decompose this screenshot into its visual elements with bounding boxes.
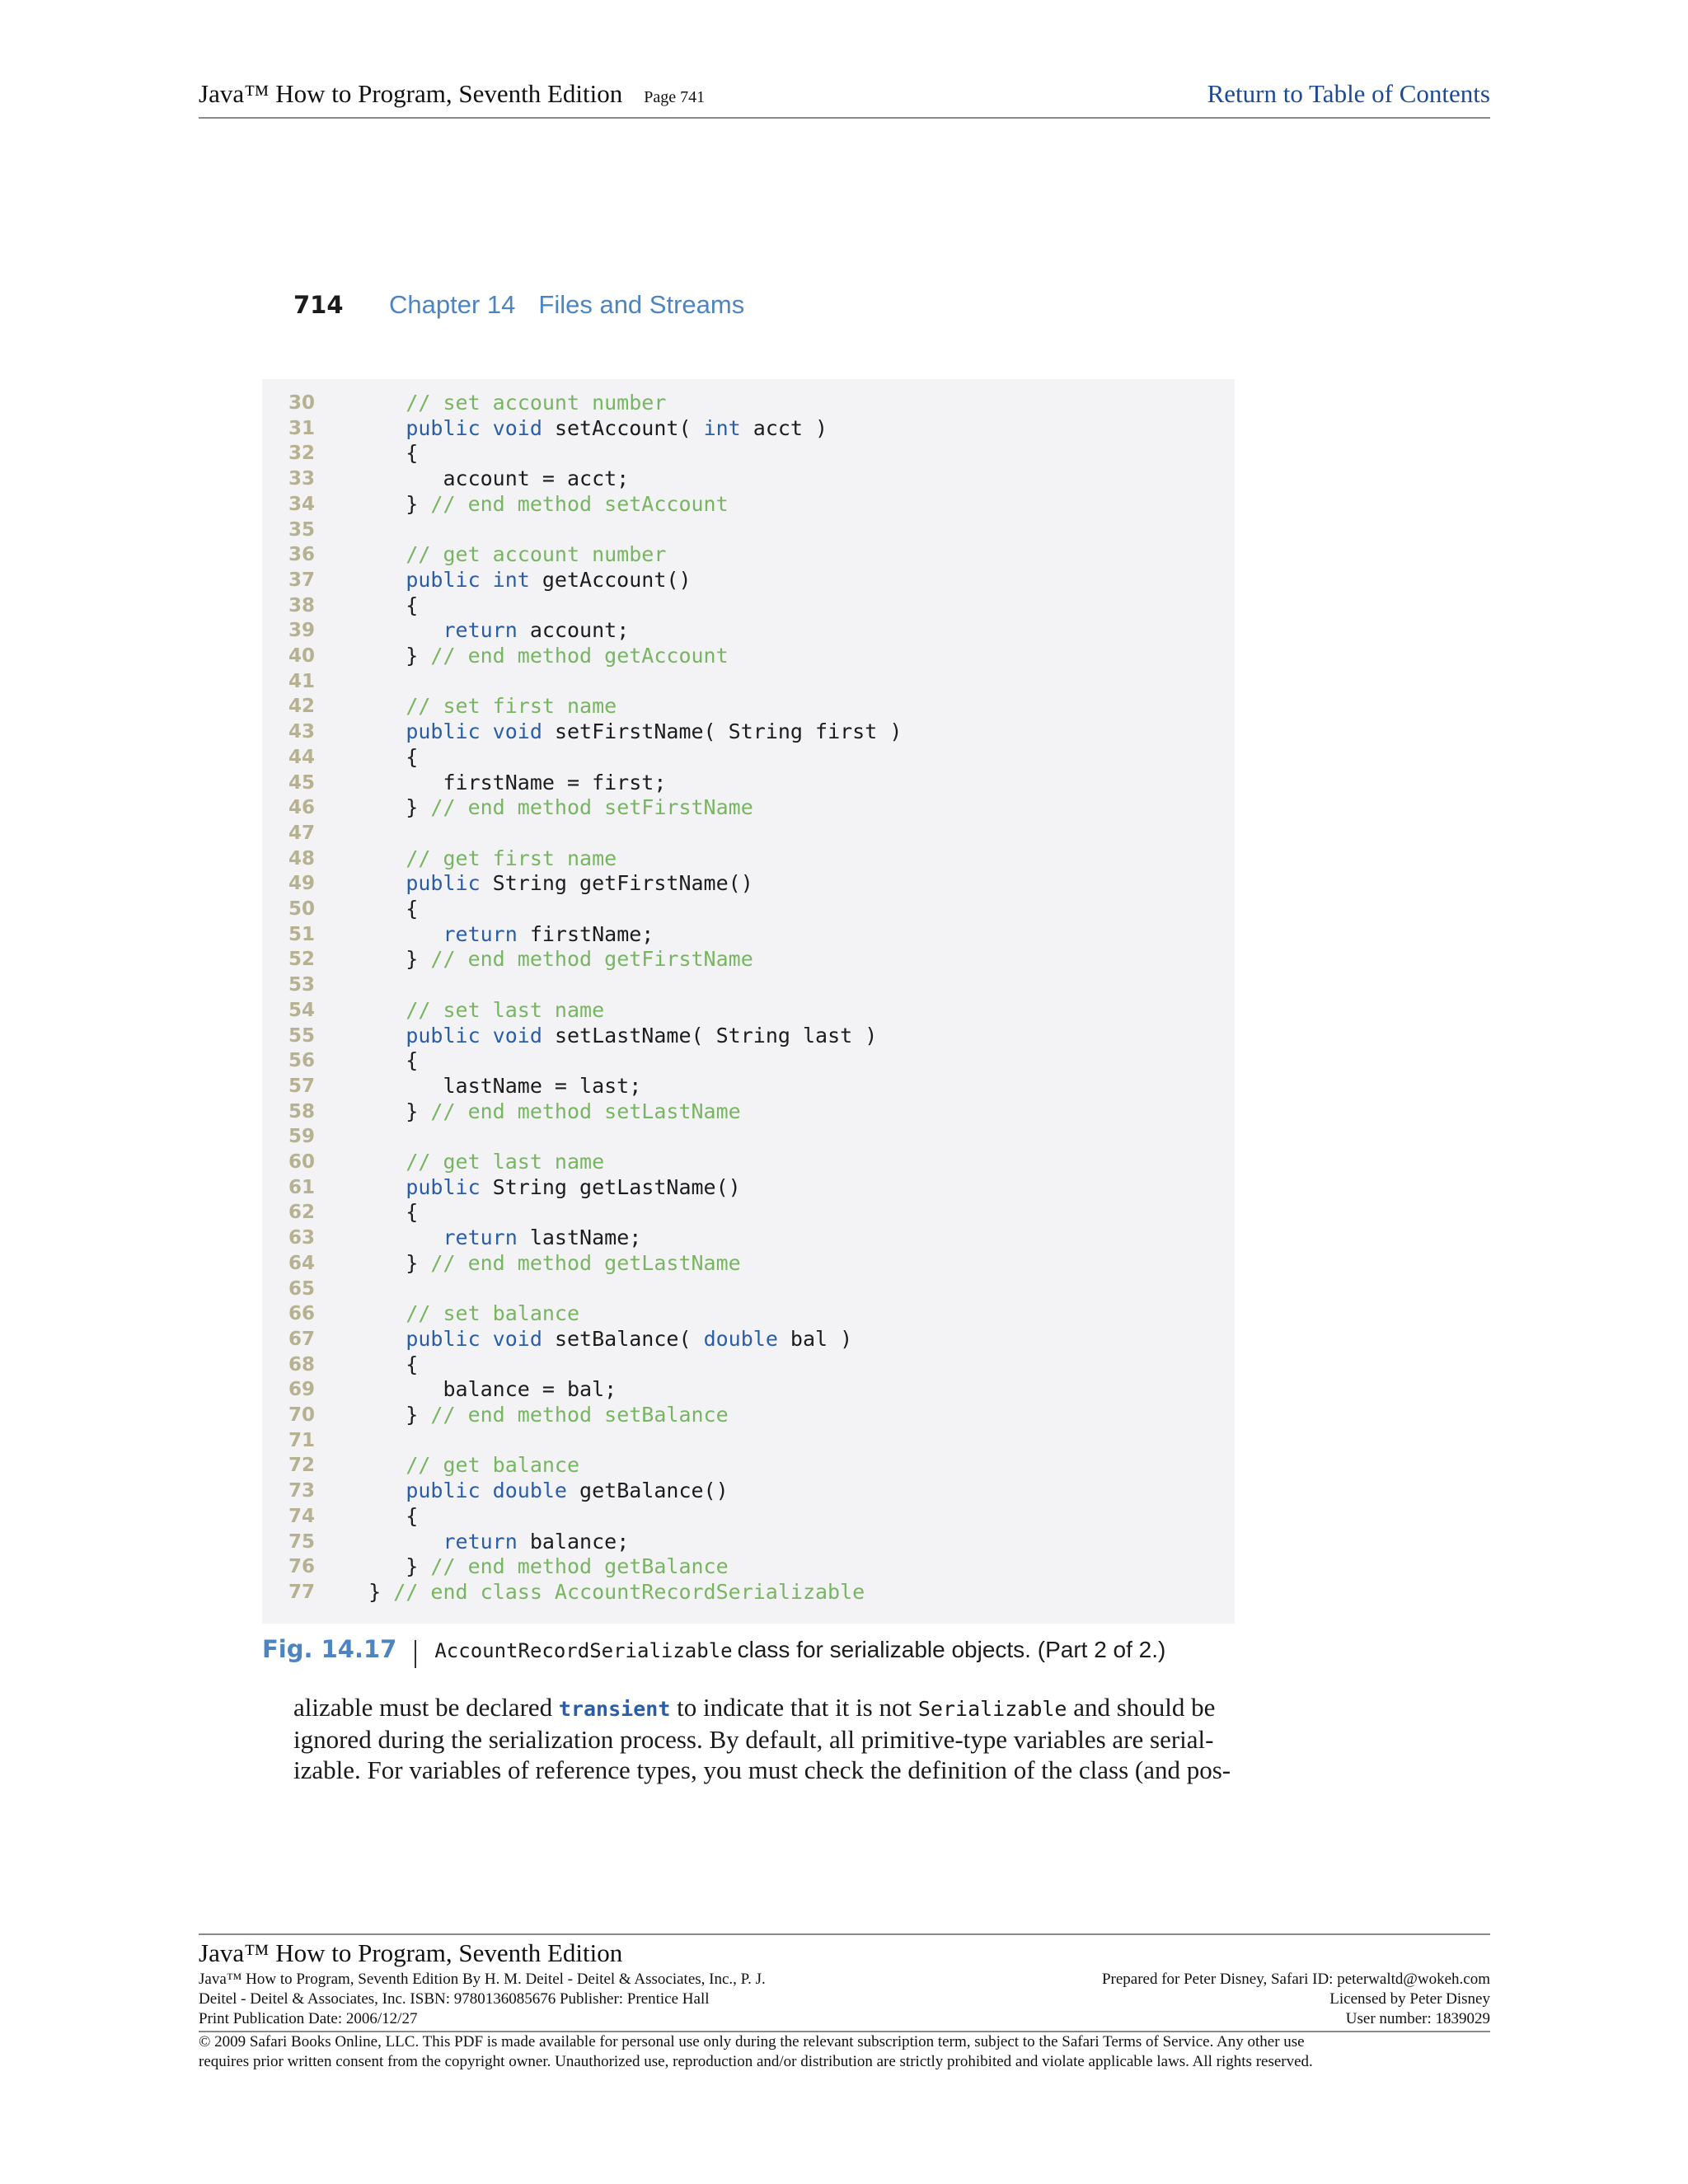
- page-footer: [199, 1933, 1490, 2072]
- code-line: [262, 947, 1235, 972]
- code-comment: // get balance: [406, 1453, 580, 1478]
- code-token: }: [331, 795, 431, 820]
- code-text: [331, 922, 654, 948]
- code-line: [262, 644, 1235, 669]
- paragraph-line: [293, 1692, 1216, 1724]
- keyword-transient: transient: [558, 1697, 671, 1721]
- code-token: balance = bal;: [331, 1377, 617, 1402]
- code-text: [331, 1453, 579, 1479]
- code-text: [331, 1024, 877, 1049]
- code-line: [262, 518, 1235, 543]
- code-token: }: [331, 1554, 431, 1579]
- code-line: [262, 1403, 1235, 1428]
- code-token: [331, 568, 406, 592]
- code-line: [262, 771, 1235, 796]
- line-number: 54: [288, 999, 315, 1021]
- footer-legal-line: © 2009 Safari Books Online, LLC. This PDF is made available for personal use only during the relevant subscription term, subject to the Safari Terms of Service. Any other use: [199, 2033, 1305, 2050]
- running-head: [293, 287, 744, 323]
- code-text: [331, 492, 729, 518]
- code-comment: // end method setBalance: [430, 1403, 729, 1427]
- code-token: [331, 1327, 406, 1351]
- code-text: [331, 1377, 617, 1403]
- code-keyword: public: [406, 871, 481, 896]
- code-token: [331, 1226, 443, 1249]
- footer-details: [199, 1970, 1490, 2029]
- code-text: [331, 719, 902, 745]
- code-token: {: [331, 897, 419, 921]
- code-comment: // set balance: [406, 1301, 580, 1326]
- code-text: [331, 1580, 865, 1605]
- line-number: 76: [288, 1556, 315, 1578]
- code-line: [262, 416, 1235, 442]
- code-text: [331, 998, 604, 1024]
- code-line: [262, 1048, 1235, 1074]
- header-book-title: [199, 76, 705, 115]
- code-text: [331, 441, 418, 466]
- code-line: [262, 1074, 1235, 1099]
- code-token: account = acct;: [331, 466, 630, 491]
- code-line: [262, 897, 1235, 922]
- code-line: [262, 795, 1235, 821]
- code-line: [262, 1377, 1235, 1403]
- code-token: }: [331, 1403, 431, 1427]
- code-text: [331, 644, 729, 669]
- code-token: String getLastName(): [480, 1174, 741, 1199]
- code-token: }: [331, 1250, 431, 1275]
- code-text: [331, 1530, 629, 1555]
- footer-right-line: Licensed by Peter Disney: [1329, 1990, 1490, 2008]
- book-title-text: Java™ How to Program, Seventh Edition: [199, 79, 623, 108]
- code-token: [331, 1024, 406, 1047]
- line-number: 73: [288, 1480, 315, 1502]
- code-text: [331, 1074, 641, 1099]
- book-page-number: 714: [293, 291, 344, 319]
- line-number: 64: [288, 1252, 315, 1274]
- code-line: [262, 1024, 1235, 1049]
- code-text: [331, 1403, 729, 1428]
- code-token: getAccount(): [529, 567, 692, 592]
- code-line: [262, 1251, 1235, 1277]
- code-line: [262, 1301, 1235, 1327]
- code-line: [262, 871, 1235, 897]
- code-token: [331, 542, 406, 566]
- line-number: 49: [288, 873, 315, 895]
- line-number: 65: [288, 1277, 315, 1300]
- code-line: [262, 1124, 1235, 1150]
- line-number: 72: [288, 1455, 315, 1477]
- code-text: [331, 897, 418, 922]
- code-line: [262, 441, 1235, 466]
- code-line: [262, 1175, 1235, 1201]
- code-keyword: public void: [406, 719, 542, 744]
- line-number: 56: [288, 1050, 315, 1072]
- code-token: setLastName( String last ): [542, 1023, 878, 1047]
- code-text: [331, 1226, 641, 1251]
- code-text: [331, 795, 753, 821]
- code-token: {: [331, 441, 419, 466]
- line-number: 47: [288, 822, 315, 844]
- line-number: 60: [288, 1151, 315, 1173]
- line-number: 69: [288, 1379, 315, 1401]
- code-token: [331, 416, 406, 440]
- code-text: [331, 593, 418, 619]
- line-number: 52: [288, 949, 315, 971]
- footer-left-line: Print Publication Date: 2006/12/27: [199, 2010, 418, 2027]
- code-text: [331, 1150, 604, 1175]
- line-number: 38: [288, 594, 315, 616]
- code-text: [331, 1504, 418, 1530]
- code-token: setAccount(: [542, 415, 704, 440]
- code-token: [331, 1150, 406, 1174]
- code-comment: // get last name: [406, 1150, 605, 1174]
- code-token: {: [331, 1503, 419, 1528]
- line-number: 57: [288, 1075, 315, 1097]
- code-comment: // end method setFirstName: [430, 795, 753, 820]
- code-text: [331, 568, 692, 593]
- line-number: 74: [288, 1505, 315, 1527]
- code-token: {: [331, 593, 419, 617]
- footer-left-line: Deitel - Deitel & Associates, Inc. ISBN: 9780136085676 Publisher: Prentice Hall: [199, 1990, 710, 2008]
- code-token: [331, 618, 443, 642]
- line-number: 53: [288, 974, 315, 996]
- figure-caption: [262, 1631, 1165, 1667]
- line-number: 32: [288, 443, 315, 465]
- code-token: [331, 1453, 406, 1477]
- code-line: [262, 1580, 1235, 1605]
- line-number: 70: [288, 1404, 315, 1426]
- code-token: [331, 871, 406, 895]
- code-token: [331, 998, 406, 1022]
- code-keyword: public: [406, 1174, 481, 1199]
- line-number: 66: [288, 1303, 315, 1325]
- code-line: [262, 1327, 1235, 1352]
- code-comment: // end method getFirstName: [430, 947, 753, 972]
- code-text: [331, 1479, 729, 1504]
- line-number: 39: [288, 620, 315, 642]
- code-text: [331, 391, 666, 416]
- code-line: [262, 669, 1235, 695]
- code-token: lastName;: [517, 1226, 642, 1250]
- code-token: [331, 719, 406, 743]
- code-line: [262, 466, 1235, 492]
- code-text: [331, 1099, 741, 1125]
- page-header: [199, 76, 1490, 119]
- code-token: [331, 1479, 406, 1502]
- line-number: 44: [288, 746, 315, 768]
- code-text: [331, 947, 753, 972]
- code-comment: // end method setAccount: [430, 491, 729, 516]
- code-line: [262, 1554, 1235, 1580]
- code-token: [331, 694, 406, 718]
- code-keyword: int: [703, 415, 741, 440]
- footer-right-line: User number: 1839029: [1345, 2010, 1490, 2027]
- code-line: [262, 618, 1235, 644]
- code-keyword: return: [443, 921, 518, 946]
- line-number: 40: [288, 645, 315, 667]
- code-comment: // end method getAccount: [430, 644, 729, 668]
- line-number: 77: [288, 1581, 315, 1603]
- code-token: String getFirstName(): [480, 871, 753, 896]
- code-text: [331, 846, 617, 872]
- code-comment: // end method getLastName: [430, 1250, 741, 1275]
- text-run: to indicate that it is not: [670, 1693, 918, 1722]
- code-token: firstName = first;: [331, 770, 667, 794]
- code-line: [262, 1453, 1235, 1479]
- code-line: [262, 593, 1235, 619]
- line-number: 46: [288, 797, 315, 819]
- code-keyword: return: [443, 1529, 518, 1554]
- code-token: {: [331, 1352, 419, 1376]
- caption-text: class for serializable objects. (Part 2 of 2.): [737, 1637, 1166, 1662]
- figure-number: Fig. 14.17: [262, 1635, 397, 1663]
- line-number: 35: [288, 518, 315, 541]
- code-listing: [262, 379, 1235, 1624]
- line-number: 31: [288, 417, 315, 439]
- code-token: }: [331, 644, 431, 668]
- code-token: account;: [517, 618, 630, 643]
- code-token: acct ): [740, 415, 828, 440]
- code-line: [262, 694, 1235, 719]
- line-number: 33: [288, 468, 315, 490]
- code-line: [262, 972, 1235, 998]
- code-line: [262, 1200, 1235, 1226]
- code-token: }: [331, 491, 431, 516]
- code-comment: // set account number: [406, 391, 667, 415]
- code-text: [331, 1301, 579, 1327]
- code-keyword: public double: [406, 1479, 567, 1503]
- code-keyword: double: [703, 1326, 778, 1351]
- code-token: {: [331, 1200, 419, 1225]
- line-number: 71: [288, 1429, 315, 1451]
- line-number: 41: [288, 670, 315, 692]
- code-text: [331, 542, 666, 568]
- line-number: 42: [288, 696, 315, 718]
- code-keyword: public int: [406, 567, 530, 592]
- code-token: balance;: [517, 1529, 630, 1554]
- body-paragraph: [293, 1692, 1231, 1785]
- code-text: [331, 416, 828, 442]
- code-comment: // set last name: [406, 997, 605, 1022]
- code-text: [331, 745, 418, 771]
- footer-legal-line: requires prior written consent from the copyright owner. Unauthorized use, reproduction and/or distribution are strictly prohibited and violate applicable laws. All rights reserved.: [199, 2053, 1313, 2070]
- code-keyword: public void: [406, 415, 542, 440]
- code-line: [262, 821, 1235, 846]
- code-line: [262, 998, 1235, 1024]
- caption-divider: [415, 1640, 416, 1668]
- code-line: [262, 1530, 1235, 1555]
- code-line: [262, 1099, 1235, 1125]
- line-number: 68: [288, 1353, 315, 1376]
- code-text: [331, 1175, 741, 1201]
- line-number: 30: [288, 392, 315, 414]
- code-token: }: [331, 947, 431, 972]
- code-comment: // get first name: [406, 846, 617, 870]
- code-keyword: return: [443, 618, 518, 643]
- line-number: 75: [288, 1530, 315, 1553]
- line-number: 62: [288, 1202, 315, 1224]
- code-text: [331, 871, 753, 897]
- code-line: [262, 568, 1235, 593]
- line-number: 34: [288, 493, 315, 515]
- line-number: 59: [288, 1126, 315, 1148]
- code-line: [262, 1428, 1235, 1454]
- line-number: 58: [288, 1100, 315, 1122]
- footer-title: Java™ How to Program, Seventh Edition: [199, 1938, 623, 1967]
- code-token: [331, 846, 406, 870]
- code-token: setBalance(: [542, 1326, 704, 1351]
- code-line: [262, 1479, 1235, 1504]
- code-text: [331, 1048, 418, 1074]
- code-token: [331, 1301, 406, 1325]
- code-text: [331, 694, 617, 719]
- chapter-title: Files and Streams: [538, 290, 745, 319]
- line-number: 63: [288, 1227, 315, 1249]
- code-line: [262, 922, 1235, 948]
- code-token: setFirstName( String first ): [542, 719, 903, 744]
- line-number: 61: [288, 1176, 315, 1198]
- code-line: [262, 719, 1235, 745]
- code-keyword: return: [443, 1226, 518, 1250]
- line-number: 67: [288, 1328, 315, 1350]
- code-token: [331, 391, 406, 415]
- code-keyword: public void: [406, 1023, 542, 1047]
- code-line: [262, 1352, 1235, 1378]
- code-token: }: [331, 1579, 394, 1604]
- text-run: and should be: [1067, 1693, 1216, 1722]
- code-token: [331, 1175, 406, 1199]
- footer-right-line: Prepared for Peter Disney, Safari ID: peterwaltd@wokeh.com: [1101, 1971, 1490, 1988]
- code-line: [262, 542, 1235, 568]
- code-line: [262, 846, 1235, 872]
- code-token: {: [331, 744, 419, 769]
- code-text: [331, 1251, 741, 1277]
- line-number: 48: [288, 847, 315, 869]
- code-text: [331, 1352, 418, 1378]
- code-keyword: public void: [406, 1326, 542, 1351]
- code-comment: // end method getBalance: [430, 1554, 729, 1579]
- toc-link[interactable]: Return to Table of Contents: [1207, 79, 1490, 108]
- code-text: [331, 771, 666, 796]
- code-comment: // end class AccountRecordSerializable: [393, 1579, 865, 1604]
- line-number: 55: [288, 1024, 315, 1047]
- code-text: [331, 1200, 418, 1226]
- code-line: [262, 391, 1235, 416]
- text-run: alizable must be declared: [293, 1693, 559, 1722]
- code-line: [262, 1504, 1235, 1530]
- code-token: }: [331, 1099, 431, 1123]
- line-number: 36: [288, 544, 315, 566]
- code-token: lastName = last;: [331, 1073, 642, 1098]
- code-text: [331, 618, 629, 644]
- code-token: firstName;: [517, 921, 654, 946]
- code-token: [331, 1530, 443, 1554]
- code-line: [262, 745, 1235, 771]
- code-text: [331, 1554, 729, 1580]
- line-number: 43: [288, 721, 315, 743]
- code-serializable: Serializable: [917, 1697, 1067, 1721]
- code-line: [262, 492, 1235, 518]
- line-number: 37: [288, 569, 315, 591]
- code-token: [331, 922, 443, 946]
- caption-class-name: AccountRecordSerializable: [434, 1639, 733, 1662]
- line-number: 50: [288, 898, 315, 920]
- line-number: 51: [288, 923, 315, 945]
- code-token: getBalance(): [566, 1479, 729, 1503]
- code-comment: // end method setLastName: [430, 1099, 741, 1123]
- code-line: [262, 1150, 1235, 1175]
- code-line: [262, 1226, 1235, 1251]
- chapter-label: Chapter 14: [389, 290, 516, 319]
- paragraph-line: ignored during the serialization process. By default, all primitive-type variables are serial-: [293, 1725, 1214, 1754]
- line-number: 45: [288, 771, 315, 794]
- header-page-label: Page 741: [644, 88, 706, 106]
- footer-left-line: Java™ How to Program, Seventh Edition By H. M. Deitel - Deitel & Associates, Inc., P. J.: [199, 1971, 766, 1988]
- code-text: [331, 466, 629, 492]
- code-token: bal ): [777, 1326, 853, 1351]
- code-comment: // get account number: [406, 542, 667, 567]
- code-comment: // set first name: [406, 694, 617, 719]
- code-token: {: [331, 1048, 419, 1073]
- code-line: [262, 1277, 1235, 1302]
- code-text: [331, 1327, 852, 1352]
- paragraph-line: izable. For variables of reference types, you must check the definition of the class (and pos-: [293, 1755, 1231, 1784]
